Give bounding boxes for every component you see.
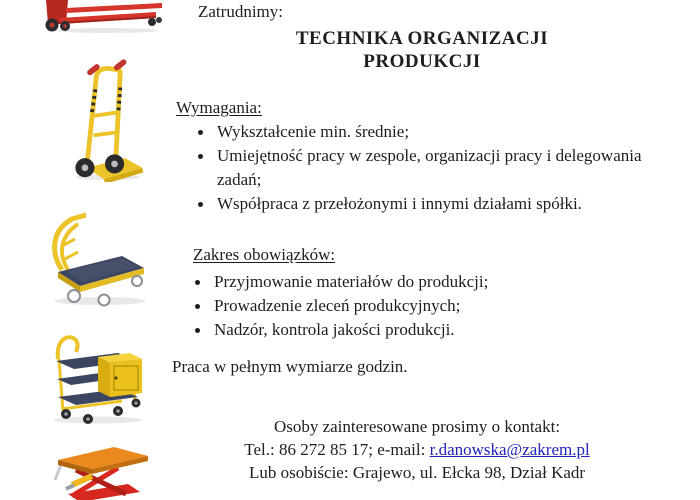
phone-email-prefix: Tel.: 86 272 85 17; e-mail: <box>244 440 430 459</box>
email-link[interactable]: r.danowska@zakrem.pl <box>429 440 590 459</box>
bullet-icon <box>198 202 203 207</box>
list-item: Współpraca z przełożonymi i innymi działami spółki. <box>198 192 670 216</box>
bullet-icon <box>198 130 203 135</box>
requirements-heading: Wymagania: <box>176 98 262 117</box>
bullet-icon <box>195 304 200 309</box>
intro-label: Zatrudnimy: <box>198 2 283 21</box>
job-title-line2: PRODUKCJI <box>363 51 481 72</box>
contact-phone-email <box>180 438 654 461</box>
contact-block <box>180 415 654 484</box>
platform-cart-image <box>40 208 152 307</box>
list-item: Prowadzenie zleceń produkcyjnych; <box>195 294 667 318</box>
job-title <box>180 27 664 73</box>
contact-address: Lub osobiście: Grajewo, ul. Ełcka 98, Dział Kadr <box>248 463 586 482</box>
duties-heading: Zakres obowiązków: <box>193 245 336 264</box>
shelf-cart-image <box>42 331 152 425</box>
job-title-line1: TECHNIKA ORGANIZACJI <box>295 28 549 49</box>
bullet-icon <box>195 328 200 333</box>
list-item: Umiejętność pracy w zespole, organizacji pracy i delegowania zadań; <box>198 144 670 192</box>
scissor-lift-table-image <box>42 444 152 500</box>
pallet-jack-image <box>38 0 166 33</box>
list-item: Przyjmowanie materiałów do produkcji; <box>195 270 667 294</box>
duties-list <box>195 270 667 342</box>
employment-note: Praca w pełnym wymiarze godzin. <box>172 357 408 376</box>
hand-truck-image <box>62 56 148 182</box>
list-item: Wykształcenie min. średnie; <box>198 120 670 144</box>
list-item: Nadzór, kontrola jakości produkcji. <box>195 318 667 342</box>
bullet-icon <box>195 280 200 285</box>
requirements-list <box>198 120 670 216</box>
bullet-icon <box>198 154 203 159</box>
contact-intro: Osoby zainteresowane prosimy o kontakt: <box>273 417 561 436</box>
